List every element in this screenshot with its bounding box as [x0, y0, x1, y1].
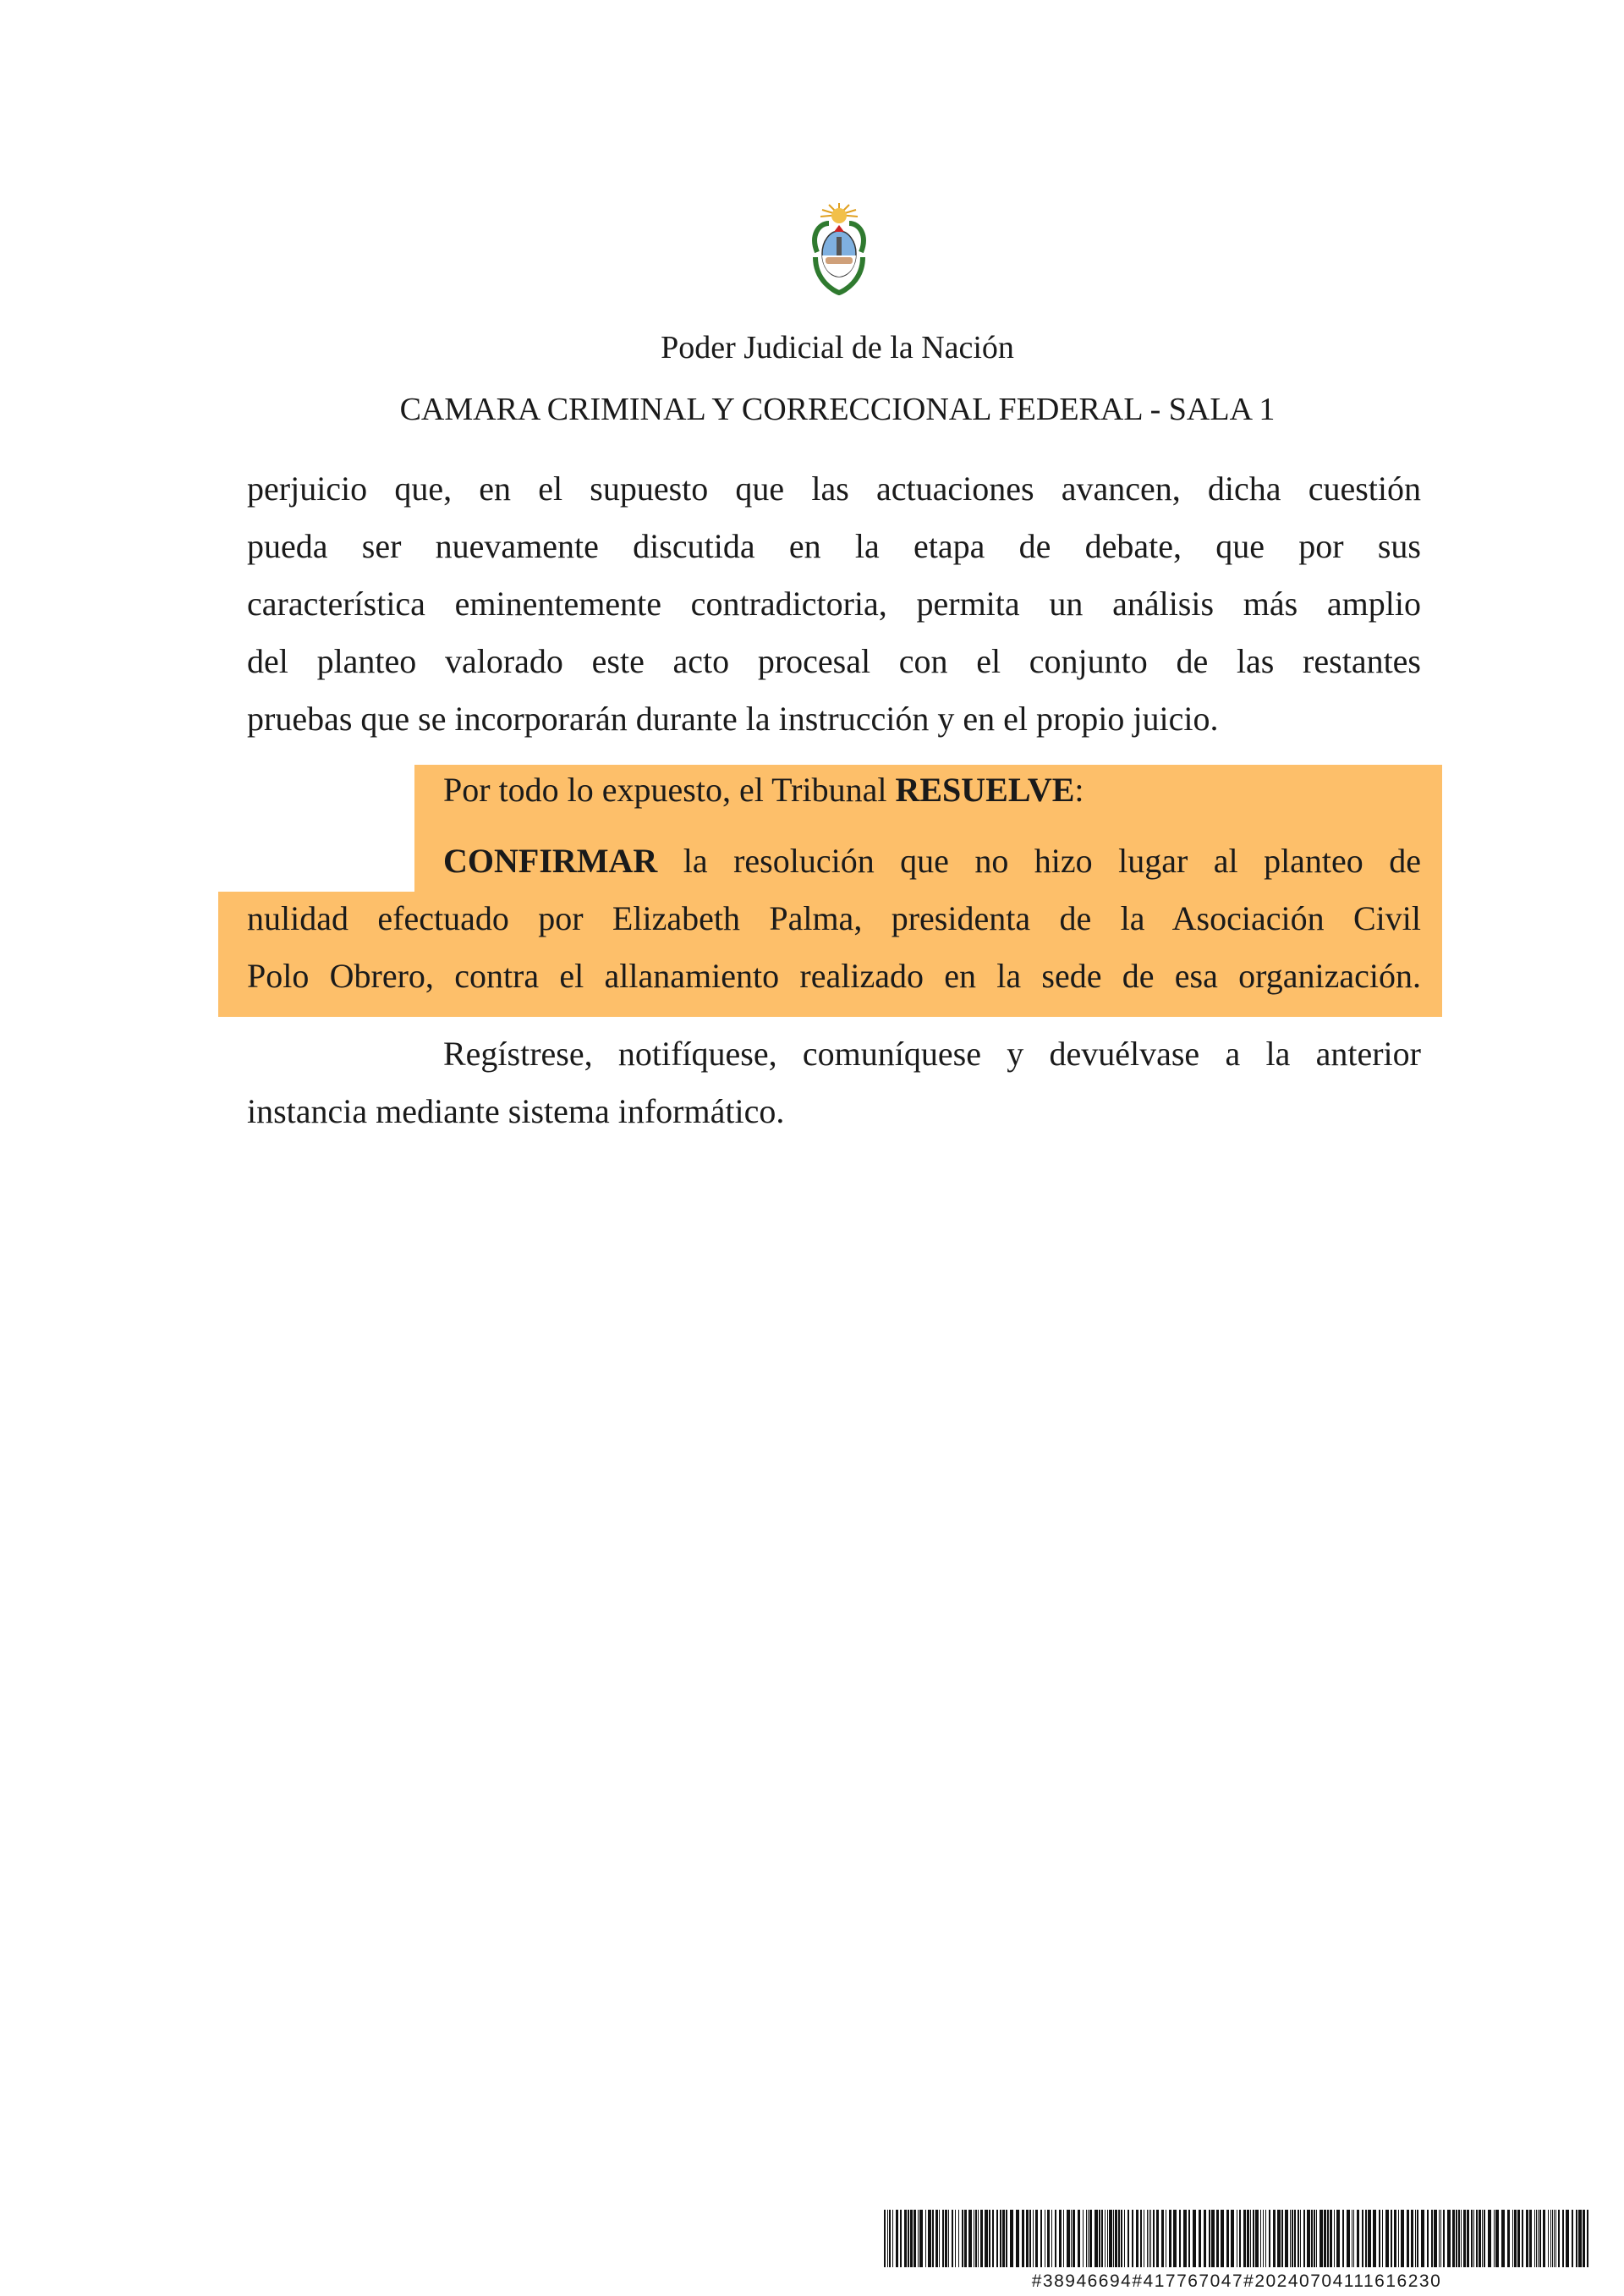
barcode-bar	[1488, 2210, 1491, 2267]
barcode-bar	[1067, 2210, 1070, 2267]
barcode-bar	[1552, 2210, 1553, 2267]
barcode-bar	[1281, 2210, 1283, 2267]
barcode-bar	[1555, 2210, 1556, 2267]
court-name: CAMARA CRIMINAL Y CORRECCIONAL FEDERAL - SALA 1	[399, 392, 1276, 427]
barcode-bar	[935, 2210, 938, 2267]
barcode-bar	[1204, 2210, 1206, 2267]
barcode-bar	[968, 2210, 972, 2267]
barcode-bar	[1458, 2210, 1460, 2267]
barcode-bar	[1347, 2210, 1350, 2267]
barcode-bar	[1431, 2210, 1433, 2267]
barcode-bar	[1055, 2210, 1056, 2267]
barcode-bar	[1320, 2210, 1323, 2267]
decision-keyword: CONFIRMAR	[443, 842, 658, 880]
barcode-bar	[1239, 2210, 1241, 2267]
barcode-bar	[978, 2210, 979, 2267]
barcode-bar	[1365, 2210, 1367, 2267]
barcode-bar	[896, 2210, 898, 2267]
barcode-bar	[908, 2210, 909, 2267]
barcode-bar	[1221, 2210, 1224, 2267]
barcode-bar	[1415, 2210, 1416, 2267]
decision-line: nulidad efectuado por Elizabeth Palma, presidenta de la Asociación Civil	[247, 899, 1421, 937]
barcode-bar	[889, 2210, 891, 2267]
barcode-bar	[985, 2210, 988, 2267]
paragraph-line: característica eminentemente contradictoria, permita un análisis más amplio	[247, 585, 1421, 623]
barcode-bar	[1002, 2210, 1005, 2267]
barcode-bar	[1086, 2210, 1087, 2267]
barcode-bar	[1427, 2210, 1429, 2267]
barcode-bar	[914, 2210, 916, 2267]
barcode	[884, 2210, 1589, 2267]
barcode-bar	[1124, 2210, 1125, 2267]
barcode-bar	[1047, 2210, 1050, 2267]
barcode-bar	[964, 2210, 967, 2267]
barcode-bar	[1269, 2210, 1270, 2267]
barcode-bar	[1562, 2210, 1564, 2267]
barcode-bar	[1539, 2210, 1541, 2267]
barcode-bar	[1512, 2210, 1513, 2267]
barcode-bar	[1314, 2210, 1315, 2267]
barcode-bar	[1583, 2210, 1585, 2267]
barcode-bar	[1336, 2210, 1340, 2267]
barcode-bar	[1107, 2210, 1108, 2267]
barcode-bar	[1316, 2210, 1317, 2267]
barcode-bar	[1193, 2210, 1196, 2267]
barcode-bar	[955, 2210, 956, 2267]
barcode-bar	[1368, 2210, 1371, 2267]
barcode-bar	[1407, 2210, 1409, 2267]
closing-line: Regístrese, notifíquese, comuníquese y devuélvase a la anterior	[443, 1035, 1421, 1073]
barcode-bar	[1411, 2210, 1413, 2267]
barcode-bar	[1127, 2210, 1129, 2267]
decision-line	[443, 844, 1421, 878]
barcode-bar	[1188, 2210, 1190, 2267]
barcode-bar	[1035, 2210, 1038, 2267]
barcode-bar	[1016, 2210, 1019, 2267]
barcode-bar	[1179, 2210, 1181, 2267]
barcode-bar	[1059, 2210, 1062, 2267]
barcode-bar	[1385, 2210, 1389, 2267]
barcode-bar	[1132, 2210, 1133, 2267]
barcode-bar	[1199, 2210, 1201, 2267]
barcode-bar	[1476, 2210, 1478, 2267]
barcode-bar	[1071, 2210, 1072, 2267]
barcode-bar	[1105, 2210, 1106, 2267]
closing-line: instancia mediante sistema informático.	[247, 1092, 785, 1130]
barcode-bar	[1250, 2210, 1251, 2267]
paragraph-line: pruebas que se incorporarán durante la instrucción y en el propio juicio.	[247, 700, 1219, 738]
barcode-bar	[1101, 2210, 1103, 2267]
barcode-bar	[1548, 2210, 1549, 2267]
barcode-bar	[939, 2210, 940, 2267]
barcode-bar	[1440, 2210, 1441, 2267]
barcode-bar	[1447, 2210, 1451, 2267]
barcode-bar	[892, 2210, 893, 2267]
barcode-bar	[1576, 2210, 1577, 2267]
barcode-bar	[1554, 2210, 1555, 2267]
institution-name: Poder Judicial de la Nación	[661, 330, 1014, 365]
barcode-bar	[1033, 2210, 1034, 2267]
barcode-bar	[1558, 2210, 1560, 2267]
barcode-bar	[1471, 2210, 1473, 2267]
barcode-bar	[1494, 2210, 1495, 2267]
barcode-bar	[1277, 2210, 1281, 2267]
barcode-bar	[910, 2210, 913, 2267]
barcode-bar	[1473, 2210, 1474, 2267]
barcode-bar	[1226, 2210, 1229, 2267]
barcode-bar	[1088, 2210, 1089, 2267]
barcode-bar	[1073, 2210, 1075, 2267]
barcode-bar	[1173, 2210, 1177, 2267]
barcode-bar	[1247, 2210, 1249, 2267]
barcode-bar	[1285, 2210, 1288, 2267]
barcode-bar	[1307, 2210, 1310, 2267]
barcode-bar	[952, 2210, 953, 2267]
barcode-bar	[1026, 2210, 1029, 2267]
barcode-bar	[1538, 2210, 1539, 2267]
barcode-bar	[1324, 2210, 1326, 2267]
barcode-bar	[1006, 2210, 1007, 2267]
barcode-bar	[1040, 2210, 1042, 2267]
barcode-bar	[1263, 2210, 1264, 2267]
barcode-bar	[919, 2210, 923, 2267]
barcode-bar	[1550, 2210, 1551, 2267]
resolution-intro	[443, 773, 1421, 807]
barcode-bar	[1342, 2210, 1344, 2267]
barcode-bar	[1115, 2210, 1117, 2267]
barcode-bar	[1211, 2210, 1215, 2267]
barcode-bar	[1572, 2210, 1573, 2267]
barcode-bar	[1000, 2210, 1001, 2267]
barcode-bar	[996, 2210, 998, 2267]
barcode-bar	[962, 2210, 963, 2267]
barcode-bar	[1529, 2210, 1532, 2267]
barcode-bar	[932, 2210, 934, 2267]
barcode-bar	[980, 2210, 983, 2267]
barcode-bar	[1255, 2210, 1259, 2267]
barcode-bar	[1526, 2210, 1528, 2267]
barcode-bar	[1391, 2210, 1392, 2267]
barcode-bar	[1118, 2210, 1120, 2267]
barcode-bar	[918, 2210, 919, 2267]
barcode-bar	[1078, 2210, 1080, 2267]
barcode-bar	[1265, 2210, 1266, 2267]
barcode-bar	[1484, 2210, 1485, 2267]
barcode-bar	[1434, 2210, 1437, 2267]
barcode-bar	[904, 2210, 907, 2267]
barcode-bar	[1461, 2210, 1462, 2267]
barcode-bar	[1334, 2210, 1335, 2267]
barcode-bar	[1353, 2210, 1354, 2267]
barcode-bar	[1394, 2210, 1396, 2267]
barcode-bar	[1051, 2210, 1052, 2267]
barcode-bar	[1401, 2210, 1404, 2267]
barcode-bar	[1216, 2210, 1219, 2267]
barcode-bar	[1398, 2210, 1399, 2267]
barcode-bar	[989, 2210, 990, 2267]
barcode-bar	[1463, 2210, 1466, 2267]
barcode-bar	[945, 2210, 947, 2267]
barcode-bar	[1161, 2210, 1164, 2267]
barcode-bar	[887, 2210, 888, 2267]
barcode-bar	[1169, 2210, 1171, 2267]
barcode-bar	[1300, 2210, 1301, 2267]
barcode-bar	[925, 2210, 926, 2267]
barcode-bar	[1501, 2210, 1505, 2267]
barcode-bar	[1147, 2210, 1148, 2267]
barcode-bar	[1183, 2210, 1187, 2267]
barcode-bar	[1273, 2210, 1276, 2267]
barcode-bar	[1303, 2210, 1305, 2267]
barcode-bar	[1121, 2210, 1122, 2267]
barcode-bar	[1243, 2210, 1246, 2267]
barcode-bar	[1109, 2210, 1112, 2267]
barcode-bar	[1482, 2210, 1483, 2267]
barcode-bar	[1495, 2210, 1499, 2267]
barcode-bar	[884, 2210, 886, 2267]
barcode-bar	[1136, 2210, 1138, 2267]
barcode-bar	[1153, 2210, 1155, 2267]
barcode-bar	[1587, 2210, 1588, 2267]
barcode-bar	[1507, 2210, 1510, 2267]
barcode-bar	[900, 2210, 902, 2267]
barcode-bar	[1417, 2210, 1418, 2267]
barcode-bar	[1456, 2210, 1457, 2267]
barcode-bar	[1260, 2210, 1261, 2267]
barcode-bar	[1029, 2210, 1031, 2267]
barcode-bar	[1536, 2210, 1537, 2267]
barcode-bar	[1382, 2210, 1383, 2267]
barcode-bar	[1063, 2210, 1064, 2267]
barcode-bar	[1479, 2210, 1481, 2267]
barcode-bar	[1156, 2210, 1159, 2267]
barcode-bar	[1362, 2210, 1363, 2267]
barcode-bar	[1421, 2210, 1424, 2267]
barcode-bar	[1517, 2210, 1520, 2267]
barcode-bar	[1443, 2210, 1445, 2267]
resolution-keyword: RESUELVE	[895, 771, 1075, 809]
paragraph-line: pueda ser nuevamente discutida en la etapa de debate, que por sus	[247, 527, 1421, 565]
barcode-bar	[1373, 2210, 1376, 2267]
barcode-bar	[948, 2210, 949, 2267]
barcode-bar	[1467, 2210, 1469, 2267]
barcode-bar	[1010, 2210, 1013, 2267]
barcode-bar	[1150, 2210, 1151, 2267]
decision-line: Polo Obrero, contra el allanamiento realizado en la sede de esa organización.	[247, 957, 1421, 995]
barcode-bar	[1209, 2210, 1210, 2267]
barcode-bar	[1327, 2210, 1329, 2267]
barcode-bar	[1311, 2210, 1313, 2267]
barcode-bar	[1083, 2210, 1084, 2267]
barcode-bar	[1514, 2210, 1517, 2267]
barcode-bar	[1095, 2210, 1098, 2267]
barcode-bar	[1292, 2210, 1293, 2267]
barcode-bar	[1578, 2210, 1582, 2267]
resolution-intro-text: Por todo lo expuesto, el Tribunal	[443, 771, 887, 809]
barcode-bar	[1543, 2210, 1545, 2267]
barcode-bar	[1452, 2210, 1455, 2267]
barcode-bar	[1298, 2210, 1299, 2267]
barcode-bar	[1113, 2210, 1114, 2267]
barcode-bar	[1290, 2210, 1291, 2267]
resolution-colon: :	[1074, 771, 1084, 809]
barcode-bar	[958, 2210, 959, 2267]
coat-of-arms-icon	[809, 201, 870, 296]
barcode-bar	[1439, 2210, 1440, 2267]
barcode-bar	[992, 2210, 994, 2267]
barcode-bar	[1089, 2210, 1092, 2267]
decision-text: la resolución que no hizo lugar al planteo de	[683, 842, 1422, 880]
barcode-bar	[1522, 2210, 1523, 2267]
barcode-bar	[975, 2210, 977, 2267]
barcode-bar	[1231, 2210, 1234, 2267]
barcode-bar	[1357, 2210, 1359, 2267]
barcode-bar	[1379, 2210, 1380, 2267]
barcode-bar	[942, 2210, 944, 2267]
barcode-bar	[1253, 2210, 1254, 2267]
barcode-bar	[1534, 2210, 1535, 2267]
barcode-number: #38946694#417767047#20240704111616230	[1031, 2271, 1442, 2291]
barcode-bar	[1022, 2210, 1024, 2267]
paragraph-line: del planteo valorado este acto procesal con el conjunto de las restantes	[247, 642, 1421, 680]
barcode-bar	[928, 2210, 931, 2267]
barcode-bar	[1566, 2210, 1569, 2267]
barcode-bar	[1294, 2210, 1296, 2267]
paragraph-line: perjuicio que, en el supuesto que las actuaciones avancen, dicha cuestión	[247, 470, 1421, 508]
barcode-bar	[1140, 2210, 1142, 2267]
barcode-bar	[1330, 2210, 1332, 2267]
barcode-bar	[1099, 2210, 1100, 2267]
